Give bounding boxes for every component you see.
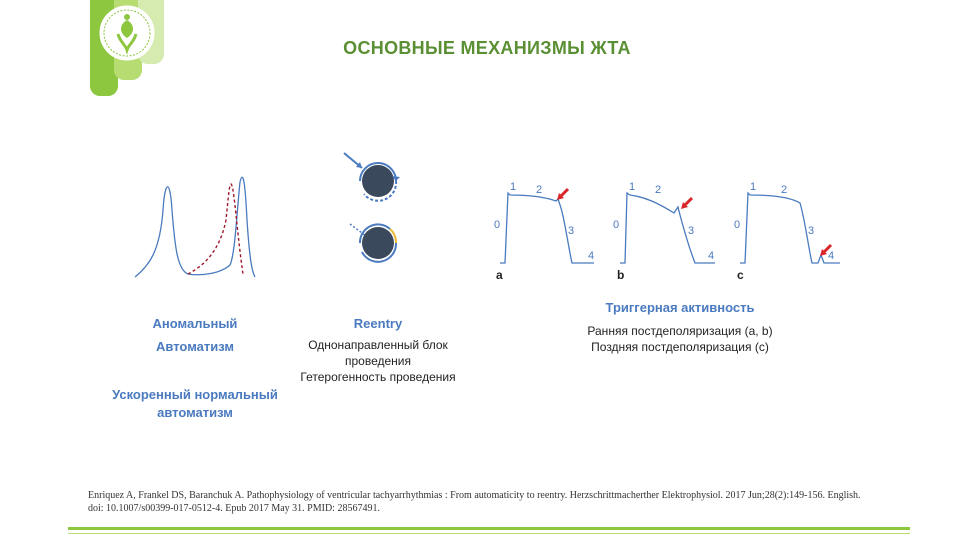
- slide-title: ОСНОВНЫЕ МЕХАНИЗМЫ ЖТА: [343, 38, 631, 58]
- panel-b-phase-2: 2: [655, 184, 662, 196]
- reentry-line3: Гетерогенность проведения: [300, 370, 456, 384]
- trigger-heading: Триггерная активность: [605, 300, 755, 315]
- panel-b-phase-0: 0: [613, 219, 620, 231]
- trigger-line2: Поздняя постдеполяризация (c): [591, 340, 769, 354]
- panel-a-letter: a: [496, 268, 503, 282]
- reentry-block: [288, 316, 468, 385]
- trigger-panels-diagram: [490, 175, 850, 275]
- trigger-line1: Ранняя постдеполяризация (a, b): [587, 324, 773, 338]
- panel-b-phase-1: 1: [629, 181, 636, 193]
- reference-citation: Enriquez A, Frankel DS, Baranchuk A. Pathophysiology of ventricular tachyarrhythmias : From automaticity to reentry. Herzschrittmacherther Elektrophysiol. 2017 Jun;28(2):149-156. English. doi: 10.1007/s00399-017-0512-4. Epub 2017 May 31. PMID: 28567491.: [88, 490, 861, 514]
- reentry-line1: Однонаправленный блок: [308, 338, 448, 352]
- panel-b-letter: b: [617, 268, 625, 282]
- panel-a-phase-4: 4: [588, 250, 595, 262]
- panel-a-phase-3: 3: [568, 225, 575, 237]
- panel-b-phase-4: 4: [708, 250, 715, 262]
- panel-c-phase-1: 1: [750, 181, 757, 193]
- abnormal-automatism-heading: [110, 316, 280, 354]
- accelerated-automatism-heading: [95, 386, 295, 422]
- bottom-divider: [68, 527, 910, 530]
- bottom-divider-thin: [68, 533, 910, 534]
- automatism-waveform-diagram: [130, 170, 265, 280]
- panel-c-phase-2: 2: [781, 184, 788, 196]
- panel-a-phase-2: 2: [536, 184, 543, 196]
- trigger-block: [565, 300, 795, 355]
- panel-c-phase-4: 4: [828, 250, 835, 262]
- red-arrow-icon: [556, 187, 570, 201]
- reentry-heading: Reentry: [353, 316, 403, 331]
- panel-a-phase-1: 1: [510, 181, 517, 193]
- panel-a-phase-0: 0: [494, 219, 501, 231]
- reentry-circle-icon: [340, 148, 410, 278]
- panel-c-letter: c: [737, 268, 744, 282]
- automatism-heading-line4: автоматизм: [157, 405, 233, 420]
- automatism-heading-line3: Ускоренный нормальный: [112, 387, 278, 402]
- panel-c-phase-3: 3: [808, 225, 815, 237]
- panel-c-phase-0: 0: [734, 219, 741, 231]
- panel-b-phase-3: 3: [688, 225, 695, 237]
- reentry-line2: проведения: [345, 354, 411, 368]
- automatism-heading-line1: Аномальный: [152, 316, 238, 331]
- red-arrow-icon: [680, 196, 694, 210]
- automatism-heading-line2: Автоматизм: [156, 339, 234, 354]
